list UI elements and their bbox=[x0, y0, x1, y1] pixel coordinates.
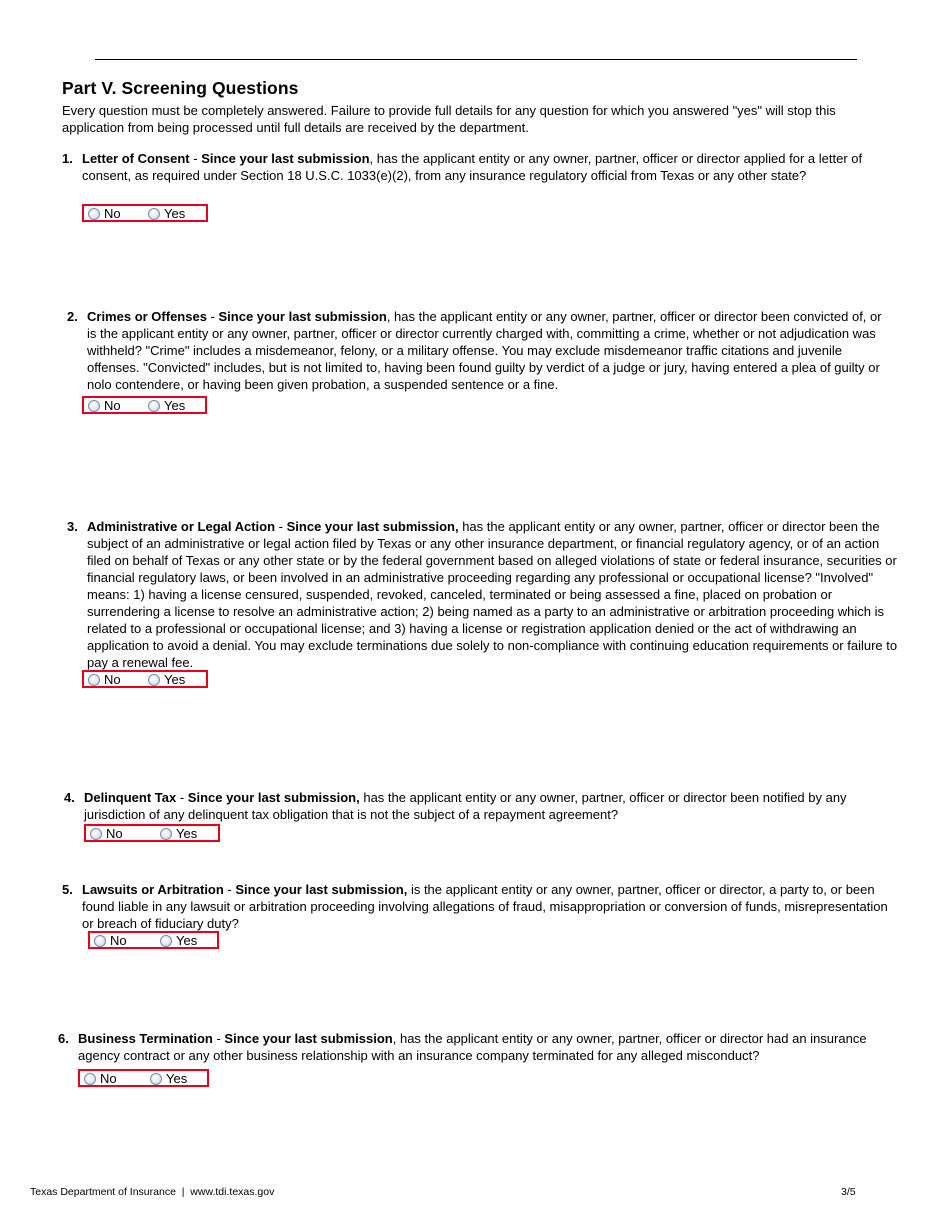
radio-yes[interactable]: Yes bbox=[150, 1072, 187, 1086]
question-number: 3. bbox=[67, 519, 78, 534]
question-number: 1. bbox=[62, 151, 73, 166]
radio-yes[interactable]: Yes bbox=[160, 934, 197, 948]
radio-icon[interactable] bbox=[88, 400, 100, 412]
question-6: 6. Business Termination - Since your last submission, has the applicant entity or any owner, partner, officer or director had an insurance agency contract or any other business relationship with an insurance company terminated for any alleged misconduct? bbox=[58, 1031, 867, 1063]
answer-group-4 bbox=[84, 824, 220, 842]
answer-group-2 bbox=[82, 396, 207, 414]
question-bold-qualifier: Since your last submission, bbox=[235, 882, 408, 897]
radio-icon[interactable] bbox=[148, 674, 160, 686]
radio-no[interactable]: No bbox=[88, 399, 121, 413]
radio-icon[interactable] bbox=[88, 674, 100, 686]
answer-group-6 bbox=[78, 1069, 209, 1087]
question-4: 4. Delinquent Tax - Since your last submission, has the applicant entity or any owner, partner, officer or director been notified by any jurisdiction of any delinquent tax obligation that is not the subject of a repayment agreement? bbox=[64, 790, 847, 822]
radio-icon[interactable] bbox=[90, 828, 102, 840]
question-title: Delinquent Tax bbox=[84, 790, 177, 805]
question-text: is the applicant entity or any owner, partner, officer or director, a party to, or been found liable in any lawsuit or arbitration proceeding involving allegations of fraud, misappropriation or conversion of funds, misrepresentation or breach of fiduciary duty? bbox=[82, 882, 888, 931]
radio-no[interactable]: No bbox=[94, 934, 127, 948]
question-title: Business Termination bbox=[78, 1031, 213, 1046]
answer-group-5 bbox=[88, 931, 219, 949]
part-intro: Every question must be completely answered. Failure to provide full details for any question for which you answered "yes" will stop this application from being processed until full details are received by the department. bbox=[62, 103, 836, 135]
footer-agency: Texas Department of Insurance | www.tdi.texas.gov bbox=[30, 1186, 275, 1198]
radio-yes[interactable]: Yes bbox=[148, 207, 185, 221]
question-5: 5. Lawsuits or Arbitration - Since your last submission, is the applicant entity or any owner, partner, officer or director, a party to, or been found liable in any lawsuit or arbitration proceeding involving allegations of fraud, misappropriation or conversion of funds, misrepresentation or breach of fiduciary duty? bbox=[62, 882, 888, 931]
header-rule bbox=[95, 59, 857, 60]
answer-group-1 bbox=[82, 204, 208, 222]
radio-icon[interactable] bbox=[160, 828, 172, 840]
question-bold-qualifier: Since your last submission bbox=[224, 1031, 393, 1046]
question-text: , has the applicant entity or any owner, partner, officer or director been convicted of, or is the applicant entity or any owner, partner, officer or director currently charged with, committing a crime, whether or not adjudication was withheld? "Crime" includes a misdemeanor, felony, or a military offense. You may exclude misdemeanor traffic citations and juvenile offenses. "Convicted" includes, but is not limited to, having been found guilty by verdict of a judge or jury, having entered a plea of guilty or nolo contendere, or having been given probation, a suspended sentence or a fine. bbox=[87, 309, 882, 392]
radio-yes[interactable]: Yes bbox=[148, 399, 185, 413]
radio-yes[interactable]: Yes bbox=[160, 827, 197, 841]
radio-icon[interactable] bbox=[148, 400, 160, 412]
radio-icon[interactable] bbox=[150, 1073, 162, 1085]
radio-icon[interactable] bbox=[148, 208, 160, 220]
radio-no[interactable]: No bbox=[88, 673, 121, 687]
question-title: Crimes or Offenses bbox=[87, 309, 207, 324]
question-text: , has the applicant entity or any owner, partner, officer or director applied for a letter of consent, as required under Section 18 U.S.C. 1033(e)(2), from any insurance regulatory official from Texas or any other state? bbox=[82, 151, 863, 183]
question-title: Letter of Consent bbox=[82, 151, 190, 166]
question-1: 1. Letter of Consent - Since your last submission, has the applicant entity or any owner, partner, officer or director applied for a letter of consent, as required under Section 18 U.S.C. 1033(e)(2), from any insurance regulatory official from Texas or any other state? bbox=[62, 151, 863, 183]
radio-icon[interactable] bbox=[94, 935, 106, 947]
question-2: 2. Crimes or Offenses - Since your last submission, has the applicant entity or any owner, partner, officer or director been convicted of, or is the applicant entity or any owner, partner, officer or director currently charged with, committing a crime, whether or not adjudication was withheld? "Crime" includes a misdemeanor, felony, or a military offense. You may exclude misdemeanor traffic citations and juvenile offenses. "Convicted" includes, but is not limited to, having been found guilty by verdict of a judge or jury, having entered a plea of guilty or nolo contendere, or having been given probation, a suspended sentence or a fine. bbox=[67, 309, 882, 392]
radio-icon[interactable] bbox=[88, 208, 100, 220]
question-bold-qualifier: Since your last submission, bbox=[187, 790, 360, 805]
radio-no[interactable]: No bbox=[84, 1072, 117, 1086]
part-title: Part V. Screening Questions bbox=[62, 78, 299, 98]
page-number: 3/5 bbox=[841, 1186, 856, 1198]
question-bold-qualifier: Since your last submission bbox=[218, 309, 387, 324]
question-text: has the applicant entity or any owner, partner, officer or director been the subject of an administrative or legal action filed by Texas or any other insurance department, or financial regulatory agency, or of an action filed on behalf of Texas or any other state or by the federal government based on alleged violations of state or federal insurance, securities or financial regulatory laws, or been involved in an administrative proceeding regarding any professional or occupational license? "Involved" means: 1) having a license censured, suspended, revoked, canceled, terminated or being assessed a fine, placed on probation or surrendering a license to resolve an administrative action; 2) being named as a party to an administrative or arbitration proceeding which is related to a professional or occupational license; and 3) having a license or registration application denied or the act of withdrawing an application to avoid a denial. You may exclude terminations due solely to non-compliance with continuing education requirements or failure to pay a renewal fee. bbox=[87, 519, 898, 670]
radio-no[interactable]: No bbox=[88, 207, 121, 221]
radio-no[interactable]: No bbox=[90, 827, 123, 841]
question-number: 2. bbox=[67, 309, 78, 324]
question-bold-qualifier: Since your last submission, bbox=[286, 519, 459, 534]
question-number: 5. bbox=[62, 882, 73, 897]
question-title: Lawsuits or Arbitration bbox=[82, 882, 224, 897]
question-text: , has the applicant entity or any owner, partner, officer or director had an insurance agency contract or any other business relationship with an insurance company terminated for any alleged misconduct? bbox=[78, 1031, 867, 1063]
question-bold-qualifier: Since your last submission bbox=[201, 151, 370, 166]
question-number: 6. bbox=[58, 1031, 69, 1046]
radio-yes[interactable]: Yes bbox=[148, 673, 185, 687]
question-number: 4. bbox=[64, 790, 75, 805]
radio-icon[interactable] bbox=[160, 935, 172, 947]
question-title: Administrative or Legal Action bbox=[87, 519, 276, 534]
question-text: has the applicant entity or any owner, partner, officer or director been notified by any jurisdiction of any delinquent tax obligation that is not the subject of a repayment agreement? bbox=[84, 790, 847, 822]
radio-icon[interactable] bbox=[84, 1073, 96, 1085]
question-3: 3. Administrative or Legal Action - Since your last submission, has the applicant entity or any owner, partner, officer or director been the subject of an administrative or legal action filed by Texas or any other insurance department, or financial regulatory agency, or of an action filed on behalf of Texas or any other state or by the federal government based on alleged violations of state or federal insurance, securities or financial regulatory laws, or been involved in an administrative proceeding regarding any professional or occupational license? "Involved" means: 1) having a license censured, suspended, revoked, canceled, terminated or being assessed a fine, placed on probation or surrendering a license to resolve an administrative action; 2) being named as a party to an administrative or arbitration proceeding which is related to a professional or occupational license; and 3) having a license or registration application denied or the act of withdrawing an application to avoid a denial. You may exclude terminations due solely to non-compliance with continuing education requirements or failure to pay a renewal fee. bbox=[67, 519, 898, 670]
answer-group-3 bbox=[82, 670, 208, 688]
